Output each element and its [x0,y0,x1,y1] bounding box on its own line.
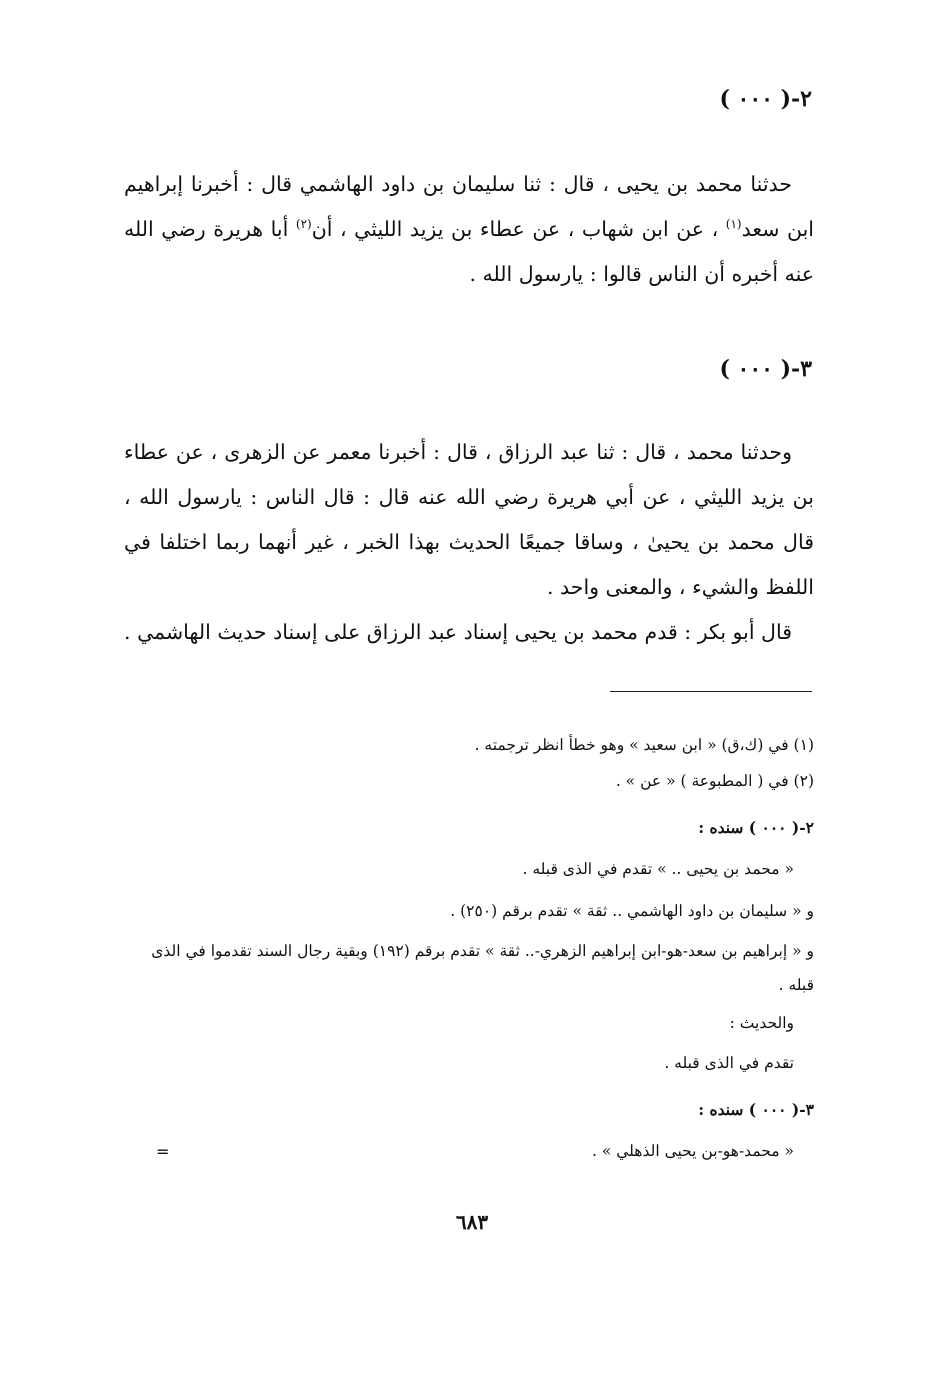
hadith-3-paragraph-2: قال أبو بكر : قدم محمد بن يحيى إسناد عبد الرزاق على إسناد حديث الهاشمي . [124,620,792,644]
hadith-2-heading: ٢-( ٠٠٠ ) [719,86,812,112]
footnote-ref-2[interactable]: (٢) [295,217,312,232]
hadith-3-heading: ٣-( ٠٠٠ ) [719,356,812,382]
footnote-1: (١) في (ك،ق) « ابن سعيد » وهو خطأ انظر ترجمته . [474,736,814,754]
hadith-2-text-a: حدثنا محمد بن يحيى ، قال : ثنا سليمان بن داود الهاشمي قال : أخبرنا إبراهيم ابن سعد [124,172,814,241]
hadith-3-text [124,430,814,655]
continuation-mark: = [156,1142,170,1161]
hadith-2-isnad-line-3: و « إبراهيم بن سعد-هو-ابن إبراهيم الزهري-.. ثقة » تقدم برقم (١٩٢) وبقية رجال السند تقدموا في الذى قبله . [151,942,814,994]
hadith-3-paragraph-1: وحدثنا محمد ، قال : ثنا عبد الرزاق ، قال : أخبرنا معمر عن الزهرى ، عن عطاء بن يزيد الليثي ، عن أبي هريرة رضي الله عنه قال : قال الناس : يارسول الله ، قال محمد بن يحيىٰ ، وساقا جميعًا الحديث بهذا الخبر ، غير أنهما ربما اختلفا في اللفظ والشيء ، والمعنى واحد . [124,440,814,599]
footnote-ref-1[interactable]: (١) [725,217,742,232]
hadith-2-paragraph [124,162,814,297]
hadith-2-text-b: ، عن ابن شهاب ، عن عطاء بن يزيد الليثي ، أن [311,217,726,241]
hadith-2-hadith-title: والحديث : [729,1014,794,1032]
hadith-2-isnad-line-1: « محمد بن يحيى .. » تقدم في الذى قبله . [522,860,794,878]
hadith-3-isnad-line-1: « محمد-هو-بن يحيى الذهلي » . [591,1142,794,1160]
hadith-3-isnad-title: ٣-( ٠٠٠ ) سنده : [698,1100,814,1119]
hadith-2-text-c: أبا هريرة رضي الله عنه أخبره أن الناس قالوا : يارسول الله . [124,217,814,286]
hadith-2-isnad-line-2: و « سليمان بن داود الهاشمي .. ثقة » تقدم برقم (٢٥٠) . [450,902,814,920]
page-number: ٦٨٣ [455,1210,489,1234]
footnote-2: (٢) في ( المطبوعة ) « عن » . [615,772,814,790]
hadith-2-isnad-title: ٢-( ٠٠٠ ) سنده : [698,818,814,837]
hadith-2-hadith-note: تقدم في الذى قبله . [664,1054,794,1072]
footnote-separator [610,691,812,692]
hadith-2-text [124,162,814,297]
